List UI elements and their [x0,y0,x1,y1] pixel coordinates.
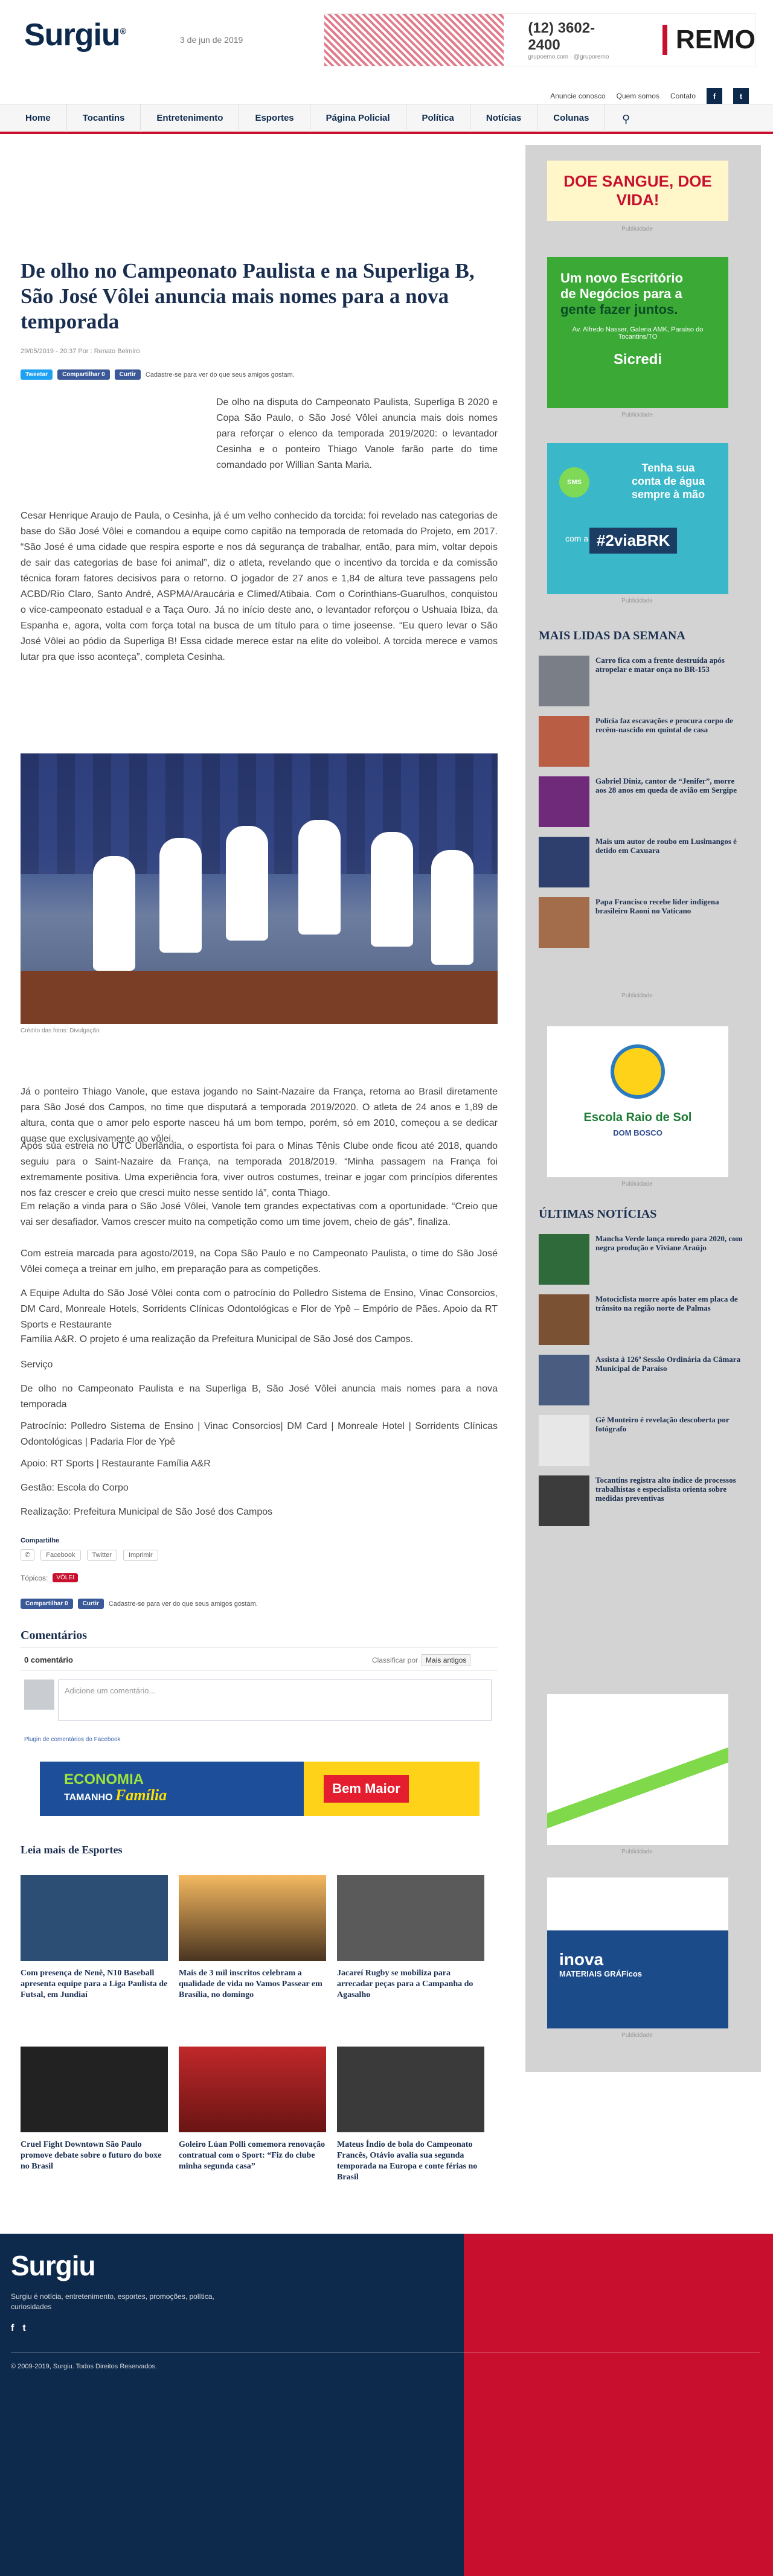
article-paragraph: Após sua estreia no UTC Uberlândia, o esportista foi para o Minas Tênis Clube onde ficou até 2018, quando seguiu para o Saint-Nazaire da França, na temporada 2018/2019. “Minha passagem na França foi extremamente positiva. Uma experiência fora, viver outros costumes, treinar e jogar com princípios diferentes nos faz crescer e creio que cresci muito nesse sentido lá”, conta Thiago. [21,1141,498,1198]
main-nav [0,104,773,134]
article-paragraph: Patrocínio: Polledro Sistema de Ensino | Vinac Consorcios| DM Card | Monreale Hotel | Sorridents Clínicas Odontológicas | Padaria Flor de Ypê [21,1421,498,1447]
mais-lidas-item[interactable] [539,716,744,769]
escola-ad[interactable]: Escola Raio de Sol DOM BOSCO [547,1026,728,1177]
news-thumb [539,656,589,706]
news-thumb [539,1415,589,1466]
ad-pattern [324,14,504,66]
link-anuncie[interactable]: Anuncie conosco [550,92,606,100]
whatsapp-icon[interactable]: ✆ [21,1549,34,1561]
article-paragraph: Já o ponteiro Thiago Vanole, que estava jogando no Saint-Nazaire da França, retorna ao Brasil diretamente para São José dos Campos, no time que disputará a temporada 2019/2020. O atleta de 24 anos e 1,89 de altura, conta que o amor pelo esporte nasceu há um bom tempo, porém, só em 2010, começou a se dedicar quase que exclusivamente ao vôlei. [21,1087,498,1144]
card-image [179,2047,326,2132]
share-buttons [21,1549,158,1561]
ad-brand: REMO [662,25,755,55]
card-image [21,1875,168,1961]
publicidade-label: Publicidade [621,992,653,999]
ultimas-title: ÚLTIMAS NOTÍCIAS [539,1207,657,1221]
more-title: Leia mais de Esportes [21,1844,123,1856]
share-bar-bottom [21,1599,258,1609]
green-ad[interactable] [547,1694,728,1845]
comment-input[interactable]: Adicione um comentário... [58,1680,492,1721]
article-paragraph: Apoio: RT Sports | Restaurante Família A&R [21,1459,211,1469]
news-title[interactable]: Polícia faz escavações e procura corpo de recém-nascido em quintal de casa [595,716,733,734]
card-title[interactable]: Cruel Fight Downtown São Paulo promove debate sobre o futuro do boxe no Brasil [21,2140,162,2171]
photo-player [159,838,202,953]
nav-entretenimento[interactable]: Entretenimento [141,104,239,132]
news-title[interactable]: Mais um autor de roubo em Lusimangos é detido em Caxuara [595,837,737,855]
sicredi-ad[interactable]: Um novo Escritório de Negócios para a gente fazer juntos. Av. Alfredo Nasser, Galeria AMK, Paraíso do Tocantins/TO Sicredi [547,257,728,408]
header-ad-banner[interactable] [324,13,756,66]
header-date: 3 de jun de 2019 [180,35,243,45]
nav-politica[interactable]: Política [406,104,470,132]
article-photo [21,753,498,1024]
sort-label: Classificar por [372,1656,419,1664]
card-title[interactable]: Com presença de Nenê, N10 Baseball apresenta equipe para a Liga Paulista de Futsal, em Jundiaí [21,1969,168,1999]
footer-copyright: © 2009-2019, Surgiu. Todos Direitos Reservados. [11,2363,158,2370]
news-thumb [539,776,589,827]
news-title[interactable]: Motociclista morre após bater em placa de trânsito na região norte de Palmas [595,1294,738,1312]
share-label: Compartilhe [21,1537,60,1544]
fb-like-button[interactable]: Curtir [78,1599,104,1609]
sort-select[interactable]: Mais antigos [422,1654,470,1666]
nav-noticias[interactable]: Notícias [470,104,537,132]
ultimas-item[interactable] [539,1355,744,1408]
fb-like-text: Cadastre-se para ver do que seus amigos gostam. [145,371,295,379]
article-paragraph: Gestão: Escola do Corpo [21,1483,129,1493]
article-card[interactable] [21,1875,168,2001]
photo-floor [21,971,498,1024]
card-image [337,2047,484,2132]
tweet-button[interactable]: Tweetar [21,369,53,380]
card-title[interactable]: Jacareí Rugby se mobiliza para arrecadar peças para a Campanha do Agasalho [337,1969,473,1999]
mais-lidas-item[interactable] [539,897,744,950]
avatar [24,1680,54,1710]
news-title[interactable]: Assista à 126ª Sessão Ordinária da Câmara Municipal de Paraíso [595,1355,741,1373]
article-paragraph: De olho no Campeonato Paulista e na Superliga B, São José Vôlei anuncia mais nomes para a nova temporada [21,1384,498,1410]
article-paragraph: Cesar Henrique Araujo de Paula, o Cesinha, já é um velho conhecido da torcida: foi revelado nas categorias de base do São José Vôlei e comandou a equipe como capitão na temporada de retomada do Projeto, em 2017. “São José é uma cidade que respira esporte e nos dá segurança de trabalhar, então, para mim, voltar depois de sair das categorias de base foi animal”, diz o atleta, revelando que o incentivo da torcida e da comissão técnica foram fatores decisivos para o retorno. O jogador de 27 anos e 1,84 de altura teve passagens pelo ACBD/Rio Claro, Santo André, ASPMA/Araucária e Climed/Atibaia. Com o Corinthians-Guarulhos, conquistou o vice-campeonato estadual e a Taça Ouro. Já no início deste ano, o levantador reforçou o Ushuaia Ibiza, da Espanha e, agora, volta com força total na busca de um título para o time joseense. “Eu quero levar o São José Vôlei ao pódio da Superliga B! Essa cidade merece estar na elite do voleibol. A torcida merece e vamos lutar pra que isso aconteça”, completa Cesinha. [21,511,498,662]
news-title[interactable]: Carro fica com a frente destruída após atropelar e matar onça no BR-153 [595,656,725,674]
card-title[interactable]: Mais de 3 mil inscritos celebram a qualidade de vida no Vamos Passear em Brasília, no domingo [179,1969,322,1999]
share-bar [21,369,295,380]
news-title[interactable]: Gê Monteiro é revelação descoberta por fotógrafo [595,1415,730,1433]
ultimas-item[interactable] [539,1415,744,1468]
news-title[interactable]: Gabriel Diniz, cantor de “Jenifer”, morre aos 28 anos em queda de avião em Sergipe [595,776,737,794]
card-image [337,1875,484,1961]
photo-player [371,832,413,947]
news-thumb [539,1294,589,1345]
news-title[interactable]: Tocantins registra alto índice de processos trabalhistas e especialista orienta sobre medidas preventivas [595,1475,736,1503]
article-paragraph: Realização: Prefeitura Municipal de São José dos Campos [21,1507,273,1517]
photo-player [93,856,135,971]
brk-ad[interactable]: SMS Tenha sua conta de água sempre à mão com a #2viaBRK [547,443,728,594]
nav-home[interactable]: Home [10,104,67,132]
news-title[interactable]: Mancha Verde lança enredo para 2020, com negra produção e Viviane Araújo [595,1234,743,1252]
article-paragraph: Com estreia marcada para agosto/2019, na Copa São Paulo e no Campeonato Paulista, o time do São José Vôlei começa a treinar em julho, em preparação para as competições. [21,1248,498,1274]
news-title[interactable]: Papa Francisco recebe líder indígena brasileiro Raoni no Vaticano [595,897,719,915]
article-card[interactable] [21,2047,168,2172]
photo-caption: Crédito das fotos: Divulgação [21,1028,100,1034]
article-card[interactable] [337,1875,484,2001]
article-paragraph: Em relação a vinda para o São José Vôlei, Vanole tem grandes expectativas com a oportunidade. “Creio que vai ser desafiador. Vamos crescer muito na competição como um time jovem, cheio de gás”, finaliza. [21,1201,498,1227]
twitter-icon[interactable]: t [733,88,749,104]
sun-icon [611,1044,665,1099]
publicidade-label: Publicidade [621,1181,653,1187]
card-image [179,1875,326,1961]
news-thumb [539,1475,589,1526]
article-card[interactable] [179,1875,326,2001]
mais-lidas-item[interactable] [539,776,744,829]
fb-like-text: Cadastre-se para ver do que seus amigos gostam. [108,1600,258,1608]
article-paragraph: Família A&R. O projeto é uma realização da Prefeitura Municipal de São José dos Campos. [21,1334,414,1344]
card-title[interactable]: Mateus Índio de bola do Campeonato Francês, Otávio avalia sua segunda temporada na Europa e conte férias no Brasil [337,2140,478,2182]
footer-divider [11,2352,760,2353]
inova-ad[interactable]: inova MATERIAIS GRÁFicos [547,1878,728,2028]
topic-badge[interactable]: VÔLEI [53,1573,77,1582]
ultimas-item[interactable] [539,1475,744,1529]
nav-tocantins[interactable]: Tocantins [67,104,141,132]
economia-banner[interactable] [40,1762,480,1816]
photo-player [226,826,268,941]
comment-count: 0 comentário [24,1655,73,1664]
photo-player [431,850,473,965]
footer-desc: Surgiu é notícia, entretenimento, esportes, promoções, política, curiosidades [11,2292,214,2311]
twitter-icon[interactable]: t [22,2323,26,2333]
banner-brand: Bem Maior [324,1775,408,1803]
article-card[interactable] [337,2047,484,2183]
article-title: De olho no Campeonato Paulista e na Superliga B, São José Vôlei anuncia mais nomes para a nova temporada [21,259,475,333]
news-thumb [539,1355,589,1405]
facebook-icon[interactable]: f [11,2323,14,2333]
nav-pagina-policial[interactable]: Página Policial [310,104,406,132]
article-paragraph: De olho na disputa do Campeonato Paulista, Superliga B 2020 e Copa São Paulo, o São José Vôlei anuncia mais dois nomes para reforçar o elenco da temporada 2019/2020: o levantador Cesinha e o ponteiro Thiago Vanole farão parte do time comandado por Willian Santa Maria. [216,397,498,470]
card-title[interactable]: Goleiro Lúan Polli comemora renovação contratual com o Sport: “Fiz do clube minha segunda casa” [179,2140,326,2171]
news-thumb [539,837,589,887]
fb-plugin-link[interactable]: Plugin de comentários do Facebook [24,1736,121,1743]
fb-share-button[interactable]: Compartilhar 0 [21,1599,73,1609]
topics-label: Tópicos: [21,1573,48,1582]
publicidade-label: Publicidade [621,226,653,232]
share-twitter-button[interactable]: Twitter [87,1550,117,1561]
share-facebook-button[interactable]: Facebook [40,1550,80,1561]
fb-share-button[interactable]: Compartilhar 0 [57,369,110,380]
banner-text: ECONOMIA TAMANHO Família [64,1771,167,1804]
footer-logo[interactable]: Surgiu [11,2250,95,2281]
link-quem-somos[interactable]: Quem somos [616,92,659,100]
news-thumb [539,897,589,948]
top-links [550,88,749,104]
mais-lidas-title: MAIS LIDAS DA SEMANA [539,629,685,642]
footer [0,2234,773,2576]
news-thumb [539,716,589,767]
ultimas-item[interactable] [539,1294,744,1347]
news-thumb [539,1234,589,1285]
footer-social [11,2323,26,2334]
article-paragraph: Serviço [21,1360,53,1370]
card-image [21,2047,168,2132]
ad-phone: (12) 3602-2400 grupoemo.com · @gruporemo [528,19,609,60]
photo-player [298,820,341,935]
publicidade-label: Publicidade [621,598,653,604]
comments-title: Comentários [21,1629,87,1642]
link-contato[interactable]: Contato [670,92,696,100]
comment-sort [372,1654,470,1666]
fb-like-button[interactable]: Curtir [115,369,141,380]
mais-lidas-item[interactable] [539,656,744,709]
publicidade-label: Publicidade [621,412,653,418]
nav-esportes[interactable]: Esportes [239,104,310,132]
blood-donation-ad[interactable]: DOE SANGUE, DOE VIDA! [547,161,728,221]
site-logo[interactable]: Surgiu® [24,18,126,53]
mais-lidas-item[interactable] [539,837,744,890]
print-button[interactable]: Imprimir [123,1550,158,1561]
publicidade-label: Publicidade [621,2032,653,2039]
article-card[interactable] [179,2047,326,2172]
sidebar [525,145,761,2072]
nav-colunas[interactable]: Colunas [537,104,605,132]
ultimas-item[interactable] [539,1234,744,1287]
publicidade-label: Publicidade [621,1849,653,1855]
divider [21,1647,498,1648]
article-paragraph: A Equipe Adulta do São José Vôlei conta com o patrocínio do Polledro Sistema de Ensino, Vinac Consorcios, DM Card, Monreale Hotels, Sorridents Clínicas Odontológicas e Flor de Ypê – Empório de Pães. Apoio da RT Sports e Restaurante [21,1288,498,1330]
article-byline: 29/05/2019 - 20:37 Por : Renato Belmiro [21,348,140,355]
facebook-icon[interactable]: f [707,88,722,104]
topics [21,1573,78,1582]
search-icon[interactable]: ⚲ [622,113,630,125]
